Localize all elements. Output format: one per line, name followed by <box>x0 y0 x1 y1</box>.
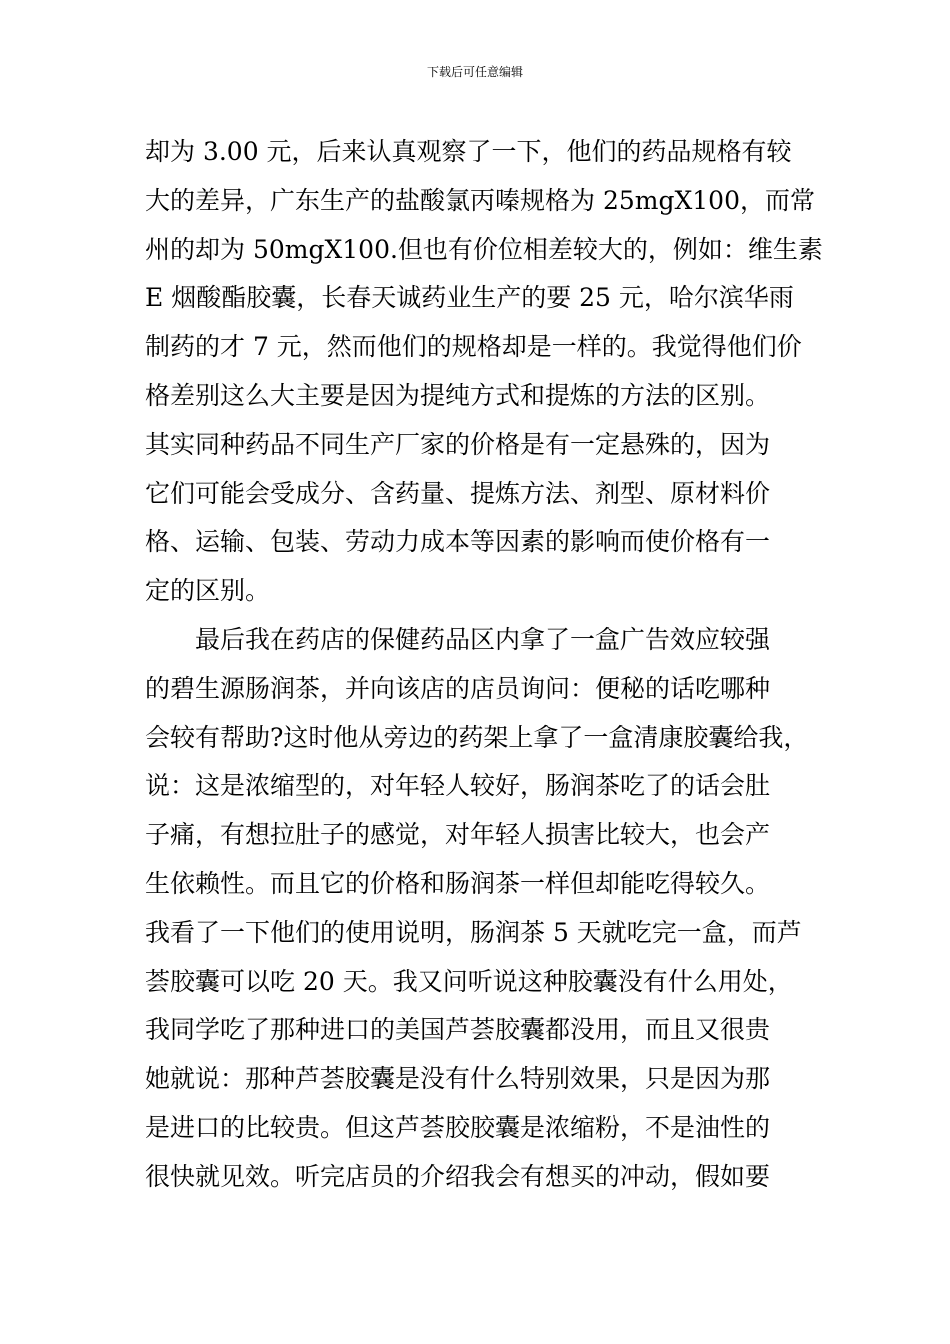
text-line: 州的却为 50mgX100.但也有价位相差较大的，例如：维生素 <box>145 234 823 264</box>
text-line: 生依赖性。而且它的价格和肠润茶一样但却能吃得较久。 <box>145 868 771 898</box>
text-line: 很快就见效。听完店员的介绍我会有想买的冲动，假如要 <box>145 1161 771 1191</box>
text-line: 其实同种药品不同生产厂家的价格是有一定悬殊的，因为 <box>145 429 771 459</box>
text-line: 最后我在药店的保健药品区内拿了一盒广告效应较强 <box>145 624 771 654</box>
body-text <box>145 128 825 1202</box>
text-line: 大的差异，广东生产的盐酸氯丙嗪规格为 25mgX100，而常 <box>145 185 815 215</box>
text-line: 是进口的比较贵。但这芦荟胶胶囊是浓缩粉，不是油性的 <box>145 1112 771 1142</box>
text-line: 格差别这么大主要是因为提纯方式和提炼的方法的区别。 <box>145 380 771 410</box>
text-line: 却为 3.00 元，后来认真观察了一下，他们的药品规格有较 <box>145 137 792 166</box>
text-line: 我看了一下他们的使用说明，肠润茶 5 天就吃完一盒，而芦 <box>145 917 802 947</box>
text-line: 的碧生源肠润茶，并向该店的店员询问：便秘的话吃哪种 <box>145 673 771 703</box>
text-line: 定的区别。 <box>145 576 271 606</box>
page-header: 下载后可任意编辑 <box>426 65 523 79</box>
text-line: 说：这是浓缩型的，对年轻人较好，肠润茶吃了的话会肚 <box>145 771 771 801</box>
text-line: E 烟酸酯胶囊，长春天诚药业生产的要 25 元，哈尔滨华雨 <box>145 283 794 313</box>
text-line: 它们可能会受成分、含药量、提炼方法、剂型、原材料价 <box>145 478 771 508</box>
text-line: 制药的才 7 元，然而他们的规格却是一样的。我觉得他们价 <box>145 332 802 362</box>
text-line: 荟胶囊可以吃 20 天。我又问听说这种胶囊没有什么用处， <box>145 966 793 996</box>
text-line: 会较有帮助?这时他从旁边的药架上拿了一盒清康胶囊给我， <box>145 722 809 752</box>
text-line: 子痛，有想拉肚子的感觉，对年轻人损害比较大，也会产 <box>145 820 771 850</box>
text-line: 我同学吃了那种进口的美国芦荟胶囊都没用，而且又很贵 <box>145 1015 771 1045</box>
text-line: 格、运输、包装、劳动力成本等因素的影响而使价格有一 <box>145 527 771 557</box>
text-line: 她就说：那种芦荟胶囊是没有什么特别效果，只是因为那 <box>145 1064 771 1094</box>
